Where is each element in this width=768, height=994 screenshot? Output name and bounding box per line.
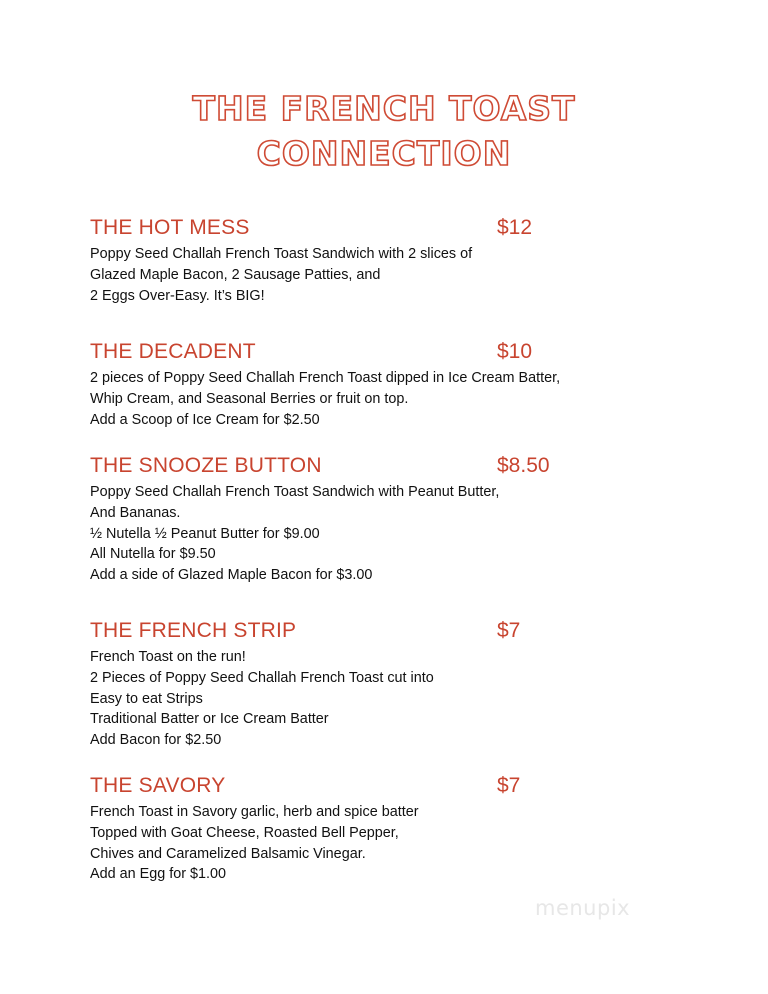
menu-title-line-2: CONNECTION xyxy=(256,134,512,173)
menu-item-hot-mess xyxy=(90,214,630,306)
item-description xyxy=(90,647,630,751)
item-price: $10 xyxy=(497,340,533,363)
description-line: ½ Nutella ½ Peanut Butter for $9.00 xyxy=(90,525,320,542)
item-price: $12 xyxy=(497,216,533,239)
item-price: $7 xyxy=(497,619,521,642)
item-price: $8.50 xyxy=(497,454,550,477)
description-line: Add a Scoop of Ice Cream for $2.50 xyxy=(90,411,320,428)
description-line: And Bananas. xyxy=(90,504,181,521)
description-line: 2 Pieces of Poppy Seed Challah French Toast cut into xyxy=(90,669,434,686)
description-line: Poppy Seed Challah French Toast Sandwich with Peanut Butter, xyxy=(90,484,500,500)
menu-item-decadent xyxy=(90,338,630,430)
description-line: Poppy Seed Challah French Toast Sandwich with 2 slices of xyxy=(90,246,473,262)
item-name: THE DECADENT xyxy=(90,340,256,363)
menu-title xyxy=(0,86,768,176)
description-line: French Toast on the run! xyxy=(90,649,246,665)
description-line: 2 Eggs Over-Easy. It’s BIG! xyxy=(90,287,265,304)
description-line: Whip Cream, and Seasonal Berries or fruit on top. xyxy=(90,390,409,407)
item-description xyxy=(90,368,630,430)
menu-item-french-strip xyxy=(90,617,630,751)
description-line: Easy to eat Strips xyxy=(90,690,203,707)
item-description xyxy=(90,482,630,586)
item-name: THE SNOOZE BUTTON xyxy=(90,454,322,477)
description-line: Traditional Batter or Ice Cream Batter xyxy=(90,711,329,728)
item-name: THE SAVORY xyxy=(90,774,226,797)
description-line: Add a side of Glazed Maple Bacon for $3.00 xyxy=(90,567,373,584)
item-price: $7 xyxy=(497,774,521,797)
menu-item-savory xyxy=(90,772,630,885)
item-name: THE HOT MESS xyxy=(90,216,250,239)
description-line: All Nutella for $9.50 xyxy=(90,546,216,563)
menu-item-snooze-button xyxy=(90,452,630,586)
description-line: Topped with Goat Cheese, Roasted Bell Pepper, xyxy=(90,824,399,841)
description-line: French Toast in Savory garlic, herb and spice batter xyxy=(90,804,419,820)
item-description xyxy=(90,802,630,885)
description-line: Chives and Caramelized Balsamic Vinegar. xyxy=(90,845,366,862)
menu-title-line-1: THE FRENCH TOAST xyxy=(192,89,576,128)
description-line: Add an Egg for $1.00 xyxy=(90,866,227,883)
description-line: Glazed Maple Bacon, 2 Sausage Patties, and xyxy=(90,266,381,283)
description-line: 2 pieces of Poppy Seed Challah French Toast dipped in Ice Cream Batter, xyxy=(90,370,561,386)
item-description xyxy=(90,244,630,306)
description-line: Add Bacon for $2.50 xyxy=(90,732,222,749)
watermark-logo: menupix xyxy=(535,896,631,920)
item-name: THE FRENCH STRIP xyxy=(90,619,297,642)
